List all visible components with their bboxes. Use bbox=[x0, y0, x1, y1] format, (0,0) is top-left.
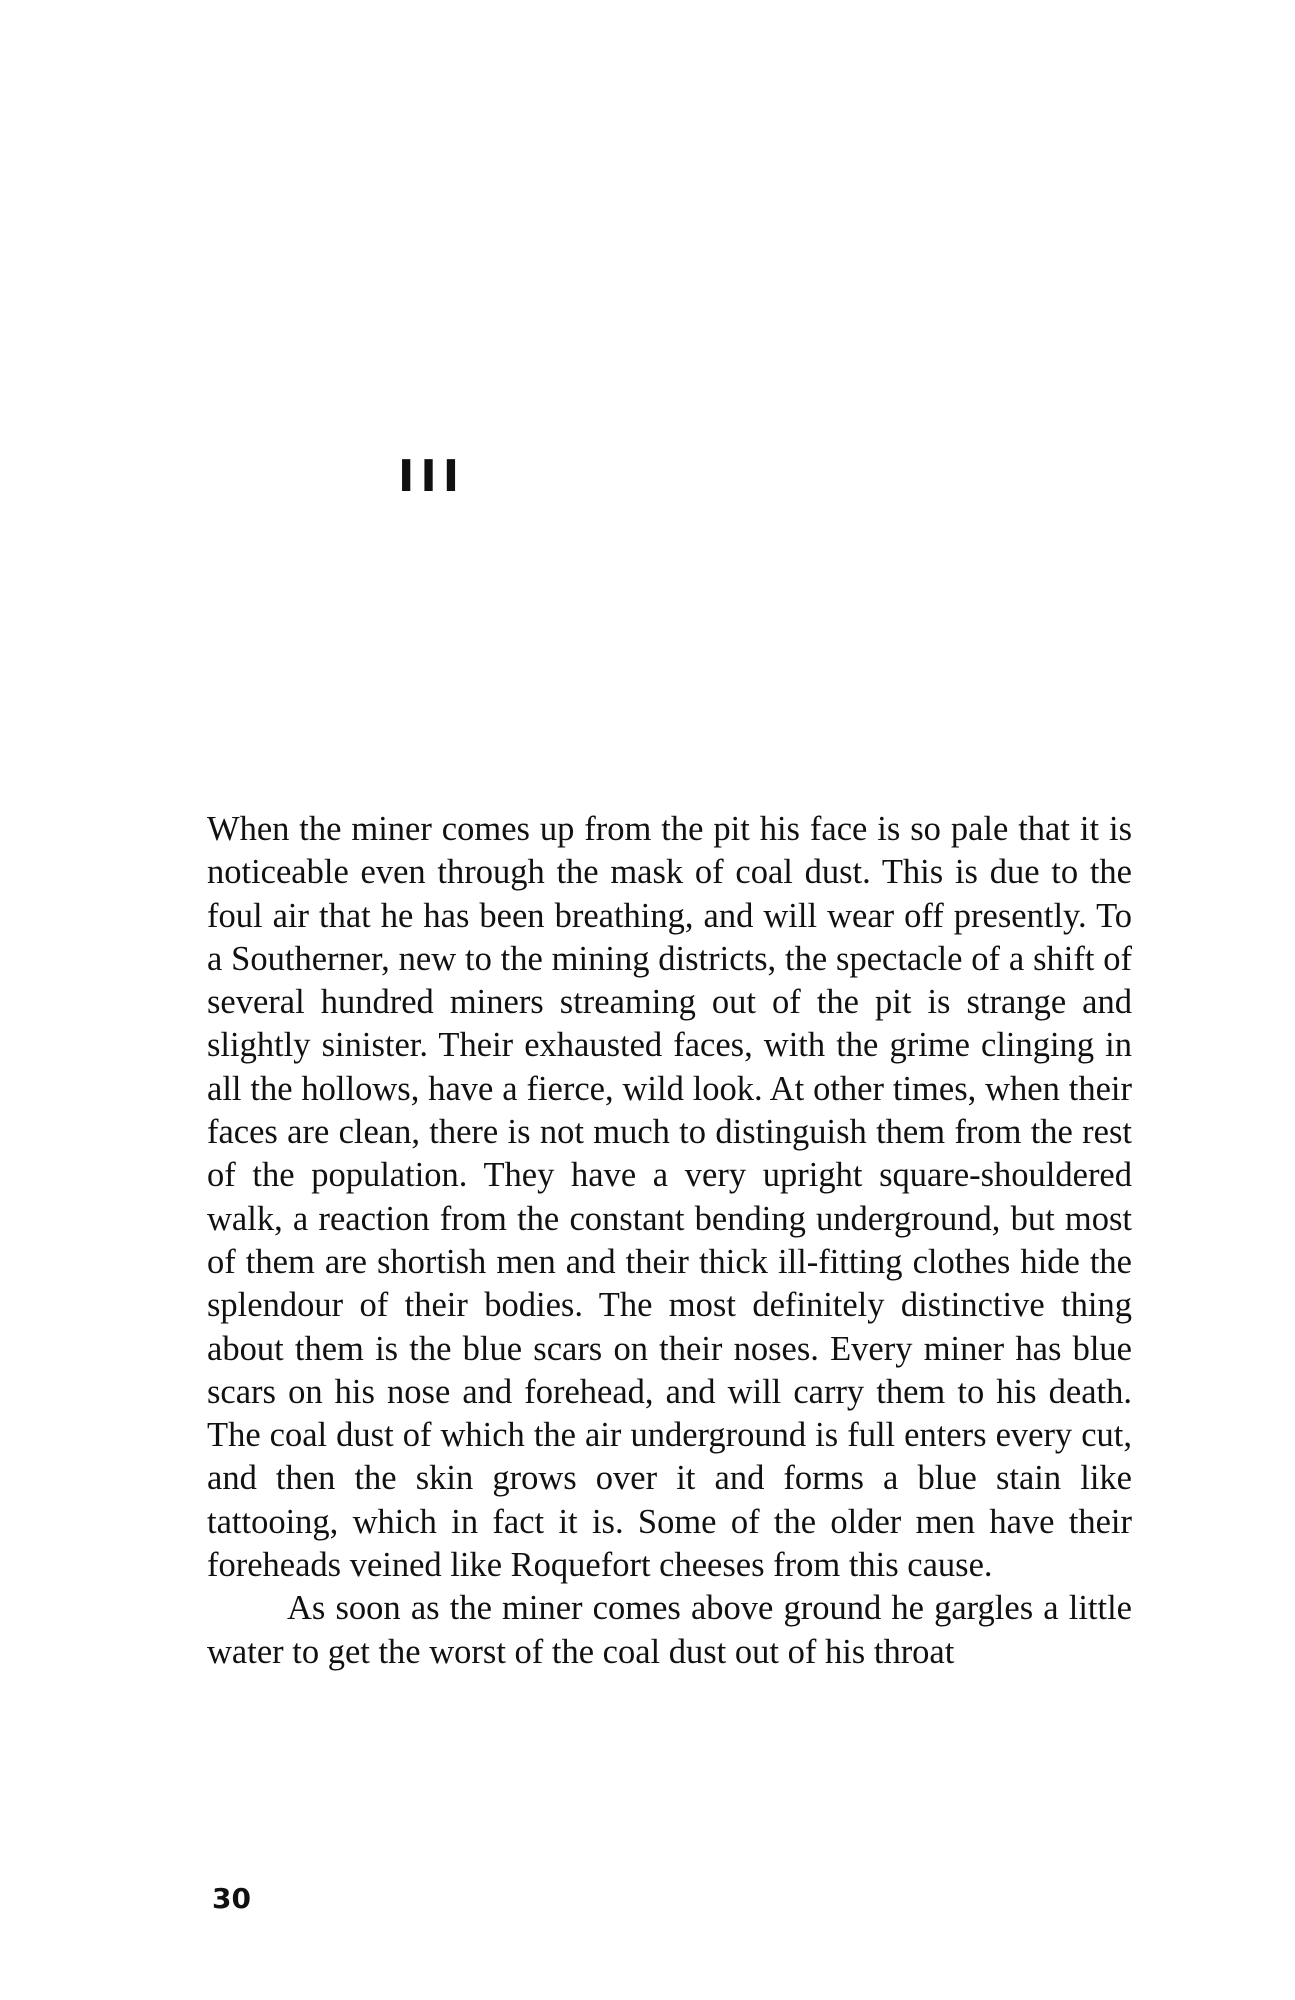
paragraph-2: As soon as the miner comes above ground he gargles a little water to get the worst of the coal dust out of his throat bbox=[207, 1589, 1132, 1671]
paragraph-1: When the miner comes up from the pit his face is so pale that it is noticeable even through the mask of coal dust. This is due to the foul air that he has been breathing, and will wear off presently. To a Southerner, new to the mining districts, the spectacle of a shift of several hundred miners streaming out of the pit is strange and slightly sinister. Their exhausted faces, with the grime clinging in all the hollows, have a fierce, wild look. At other times, when their faces are clean, there is not much to distinguish them from the rest of the population. They have a very upright square-shouldered walk, a reaction from the constant bending underground, but most of them are shortish men and their thick ill-fitting clothes hide the splendour of their bodies. The most definitely distinctive thing about them is the blue scars on their noses. Every miner has blue scars on his nose and forehead, and will carry them to his death. The coal dust of which the air underground is full enters every cut, and then the skin grows over it and forms a blue stain like tattooing, which in fact it is. Some of the older men have their foreheads veined like Roquefort cheeses from this cause. bbox=[207, 810, 1132, 1585]
body-text bbox=[207, 808, 1132, 1674]
page-number: 30 bbox=[212, 1882, 251, 1915]
chapter-number: III bbox=[398, 451, 466, 502]
